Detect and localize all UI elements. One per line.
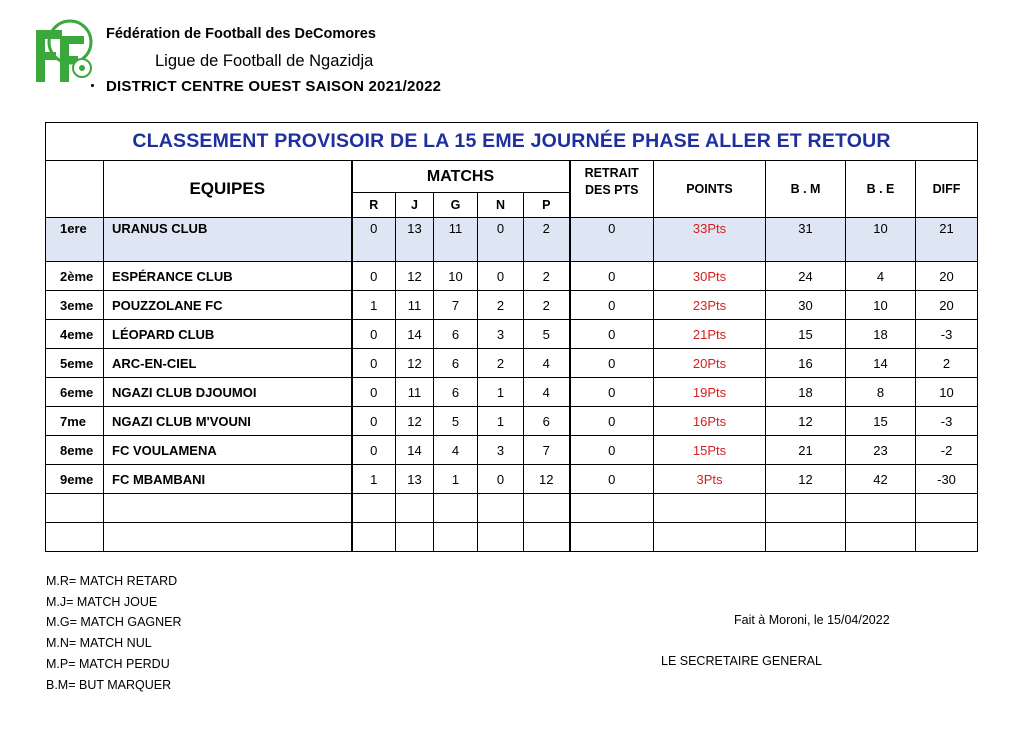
header-j: J — [396, 193, 434, 218]
rank-cell: 2ème — [46, 262, 104, 291]
header-be: B . E — [846, 161, 916, 218]
ffc-logo-icon — [34, 18, 94, 84]
empty-cell — [570, 494, 654, 523]
legend-item: M.N= MATCH NUL — [46, 636, 152, 651]
table-row — [46, 436, 978, 465]
diff-cell: 21 — [916, 218, 978, 262]
header-points: POINTS — [654, 161, 766, 218]
header-diff: DIFF — [916, 161, 978, 218]
points-cell: 20Pts — [654, 349, 766, 378]
bm-cell: 30 — [766, 291, 846, 320]
g-cell: 10 — [434, 262, 478, 291]
legend-item: M.G= MATCH GAGNER — [46, 615, 182, 630]
p-cell: 6 — [524, 407, 570, 436]
g-cell: 6 — [434, 349, 478, 378]
header-p: P — [524, 193, 570, 218]
empty-cell — [916, 494, 978, 523]
points-cell: 15Pts — [654, 436, 766, 465]
team-cell: FC VOULAMENA — [104, 436, 352, 465]
team-cell: URANUS CLUB — [104, 218, 352, 262]
rank-cell: 3eme — [46, 291, 104, 320]
empty-cell — [104, 523, 352, 552]
standings-table — [45, 122, 978, 552]
be-cell: 4 — [846, 262, 916, 291]
header-matchs: MATCHS — [352, 161, 570, 193]
diff-cell: 20 — [916, 291, 978, 320]
g-cell: 11 — [434, 218, 478, 262]
team-cell: ESPÉRANCE CLUB — [104, 262, 352, 291]
j-cell: 14 — [396, 320, 434, 349]
header-g: G — [434, 193, 478, 218]
rank-cell: 9eme — [46, 465, 104, 494]
empty-cell — [396, 523, 434, 552]
n-cell: 0 — [478, 465, 524, 494]
table-row — [46, 407, 978, 436]
diff-cell: -3 — [916, 407, 978, 436]
j-cell: 13 — [396, 465, 434, 494]
empty-cell — [654, 494, 766, 523]
n-cell: 3 — [478, 320, 524, 349]
team-cell: ARC-EN-CIEL — [104, 349, 352, 378]
table-row — [46, 349, 978, 378]
empty-cell — [46, 523, 104, 552]
bm-cell: 21 — [766, 436, 846, 465]
empty-cell — [766, 523, 846, 552]
j-cell: 14 — [396, 436, 434, 465]
table-row — [46, 465, 978, 494]
empty-cell — [570, 523, 654, 552]
j-cell: 12 — [396, 262, 434, 291]
n-cell: 3 — [478, 436, 524, 465]
n-cell: 2 — [478, 291, 524, 320]
p-cell: 2 — [524, 218, 570, 262]
diff-cell: -2 — [916, 436, 978, 465]
table-row — [46, 262, 978, 291]
empty-cell — [846, 494, 916, 523]
team-cell: LÉOPARD CLUB — [104, 320, 352, 349]
bm-cell: 18 — [766, 378, 846, 407]
table-row — [46, 218, 978, 262]
header-retrait — [570, 161, 654, 218]
header-bm: B . M — [766, 161, 846, 218]
be-cell: 42 — [846, 465, 916, 494]
bm-cell: 24 — [766, 262, 846, 291]
p-cell: 4 — [524, 349, 570, 378]
p-cell: 5 — [524, 320, 570, 349]
empty-cell — [766, 494, 846, 523]
points-cell: 33Pts — [654, 218, 766, 262]
n-cell: 1 — [478, 407, 524, 436]
retrait-cell: 0 — [570, 262, 654, 291]
g-cell: 6 — [434, 378, 478, 407]
g-cell: 5 — [434, 407, 478, 436]
r-cell: 0 — [352, 378, 396, 407]
legend-item: B.M= BUT MARQUER — [46, 677, 172, 692]
team-cell: POUZZOLANE FC — [104, 291, 352, 320]
rank-cell: 4eme — [46, 320, 104, 349]
header-retrait-label: RETRAIT DES PTS — [584, 166, 639, 197]
bm-cell: 12 — [766, 407, 846, 436]
j-cell: 13 — [396, 218, 434, 262]
retrait-cell: 0 — [570, 349, 654, 378]
r-cell: 0 — [352, 218, 396, 262]
retrait-cell: 0 — [570, 291, 654, 320]
table-row — [46, 320, 978, 349]
points-cell: 19Pts — [654, 378, 766, 407]
retrait-cell: 0 — [570, 320, 654, 349]
be-cell: 10 — [846, 291, 916, 320]
header-rank — [46, 161, 104, 218]
empty-row — [46, 523, 978, 552]
g-cell: 7 — [434, 291, 478, 320]
bullet-dot — [91, 84, 94, 87]
table-row — [46, 378, 978, 407]
j-cell: 12 — [396, 407, 434, 436]
p-cell: 4 — [524, 378, 570, 407]
signatory: LE SECRETAIRE GENERAL — [661, 654, 822, 668]
empty-cell — [916, 523, 978, 552]
g-cell: 1 — [434, 465, 478, 494]
retrait-cell: 0 — [570, 436, 654, 465]
diff-cell: 2 — [916, 349, 978, 378]
r-cell: 0 — [352, 262, 396, 291]
legend-item: M.R= MATCH RETARD — [46, 574, 178, 588]
j-cell: 11 — [396, 378, 434, 407]
bm-cell: 16 — [766, 349, 846, 378]
retrait-cell: 0 — [570, 378, 654, 407]
r-cell: 1 — [352, 465, 396, 494]
points-cell: 16Pts — [654, 407, 766, 436]
points-cell: 23Pts — [654, 291, 766, 320]
empty-cell — [846, 523, 916, 552]
rank-cell: 8eme — [46, 436, 104, 465]
district-season: DISTRICT CENTRE OUEST SAISON 2021/2022 — [106, 78, 442, 95]
legend-item: M.P= MATCH PERDU — [46, 656, 170, 671]
p-cell: 12 — [524, 465, 570, 494]
n-cell: 0 — [478, 218, 524, 262]
n-cell: 2 — [478, 349, 524, 378]
bm-cell: 31 — [766, 218, 846, 262]
empty-cell — [396, 494, 434, 523]
r-cell: 0 — [352, 349, 396, 378]
empty-cell — [478, 523, 524, 552]
empty-row — [46, 494, 978, 523]
g-cell: 6 — [434, 320, 478, 349]
empty-cell — [352, 494, 396, 523]
legend-item: M.J= MATCH JOUE — [46, 594, 158, 609]
empty-cell — [524, 494, 570, 523]
j-cell: 11 — [396, 291, 434, 320]
g-cell: 4 — [434, 436, 478, 465]
points-cell: 3Pts — [654, 465, 766, 494]
empty-cell — [478, 494, 524, 523]
rank-cell: 7me — [46, 407, 104, 436]
empty-cell — [104, 494, 352, 523]
be-cell: 15 — [846, 407, 916, 436]
empty-cell — [434, 494, 478, 523]
j-cell: 12 — [396, 349, 434, 378]
rank-cell: 1ere — [46, 218, 104, 262]
empty-cell — [434, 523, 478, 552]
be-cell: 23 — [846, 436, 916, 465]
empty-cell — [654, 523, 766, 552]
points-cell: 21Pts — [654, 320, 766, 349]
p-cell: 2 — [524, 262, 570, 291]
legend — [46, 571, 182, 695]
retrait-cell: 0 — [570, 218, 654, 262]
empty-cell — [46, 494, 104, 523]
points-cell: 30Pts — [654, 262, 766, 291]
place-date: Fait à Moroni, le 15/04/2022 — [734, 613, 890, 627]
rank-cell: 5eme — [46, 349, 104, 378]
n-cell: 0 — [478, 262, 524, 291]
p-cell: 2 — [524, 291, 570, 320]
n-cell: 1 — [478, 378, 524, 407]
r-cell: 0 — [352, 320, 396, 349]
diff-cell: 10 — [916, 378, 978, 407]
be-cell: 8 — [846, 378, 916, 407]
be-cell: 18 — [846, 320, 916, 349]
diff-cell: 20 — [916, 262, 978, 291]
team-cell: NGAZI CLUB M'VOUNI — [104, 407, 352, 436]
empty-cell — [352, 523, 396, 552]
diff-cell: -30 — [916, 465, 978, 494]
table-row — [46, 291, 978, 320]
diff-cell: -3 — [916, 320, 978, 349]
be-cell: 14 — [846, 349, 916, 378]
retrait-cell: 0 — [570, 407, 654, 436]
r-cell: 0 — [352, 436, 396, 465]
team-cell: FC MBAMBANI — [104, 465, 352, 494]
r-cell: 1 — [352, 291, 396, 320]
bm-cell: 15 — [766, 320, 846, 349]
p-cell: 7 — [524, 436, 570, 465]
league-name: Ligue de Football de Ngazidja — [155, 52, 374, 70]
table-title: CLASSEMENT PROVISOIR DE LA 15 EME JOURNÉE PHASE ALLER ET RETOUR — [46, 123, 978, 161]
r-cell: 0 — [352, 407, 396, 436]
rank-cell: 6eme — [46, 378, 104, 407]
retrait-cell: 0 — [570, 465, 654, 494]
federation-name: Fédération de Football des DeComores — [106, 26, 376, 42]
header-equipes: EQUIPES — [104, 161, 352, 218]
be-cell: 10 — [846, 218, 916, 262]
header-r: R — [352, 193, 396, 218]
empty-cell — [524, 523, 570, 552]
bm-cell: 12 — [766, 465, 846, 494]
team-cell: NGAZI CLUB DJOUMOI — [104, 378, 352, 407]
header-n: N — [478, 193, 524, 218]
